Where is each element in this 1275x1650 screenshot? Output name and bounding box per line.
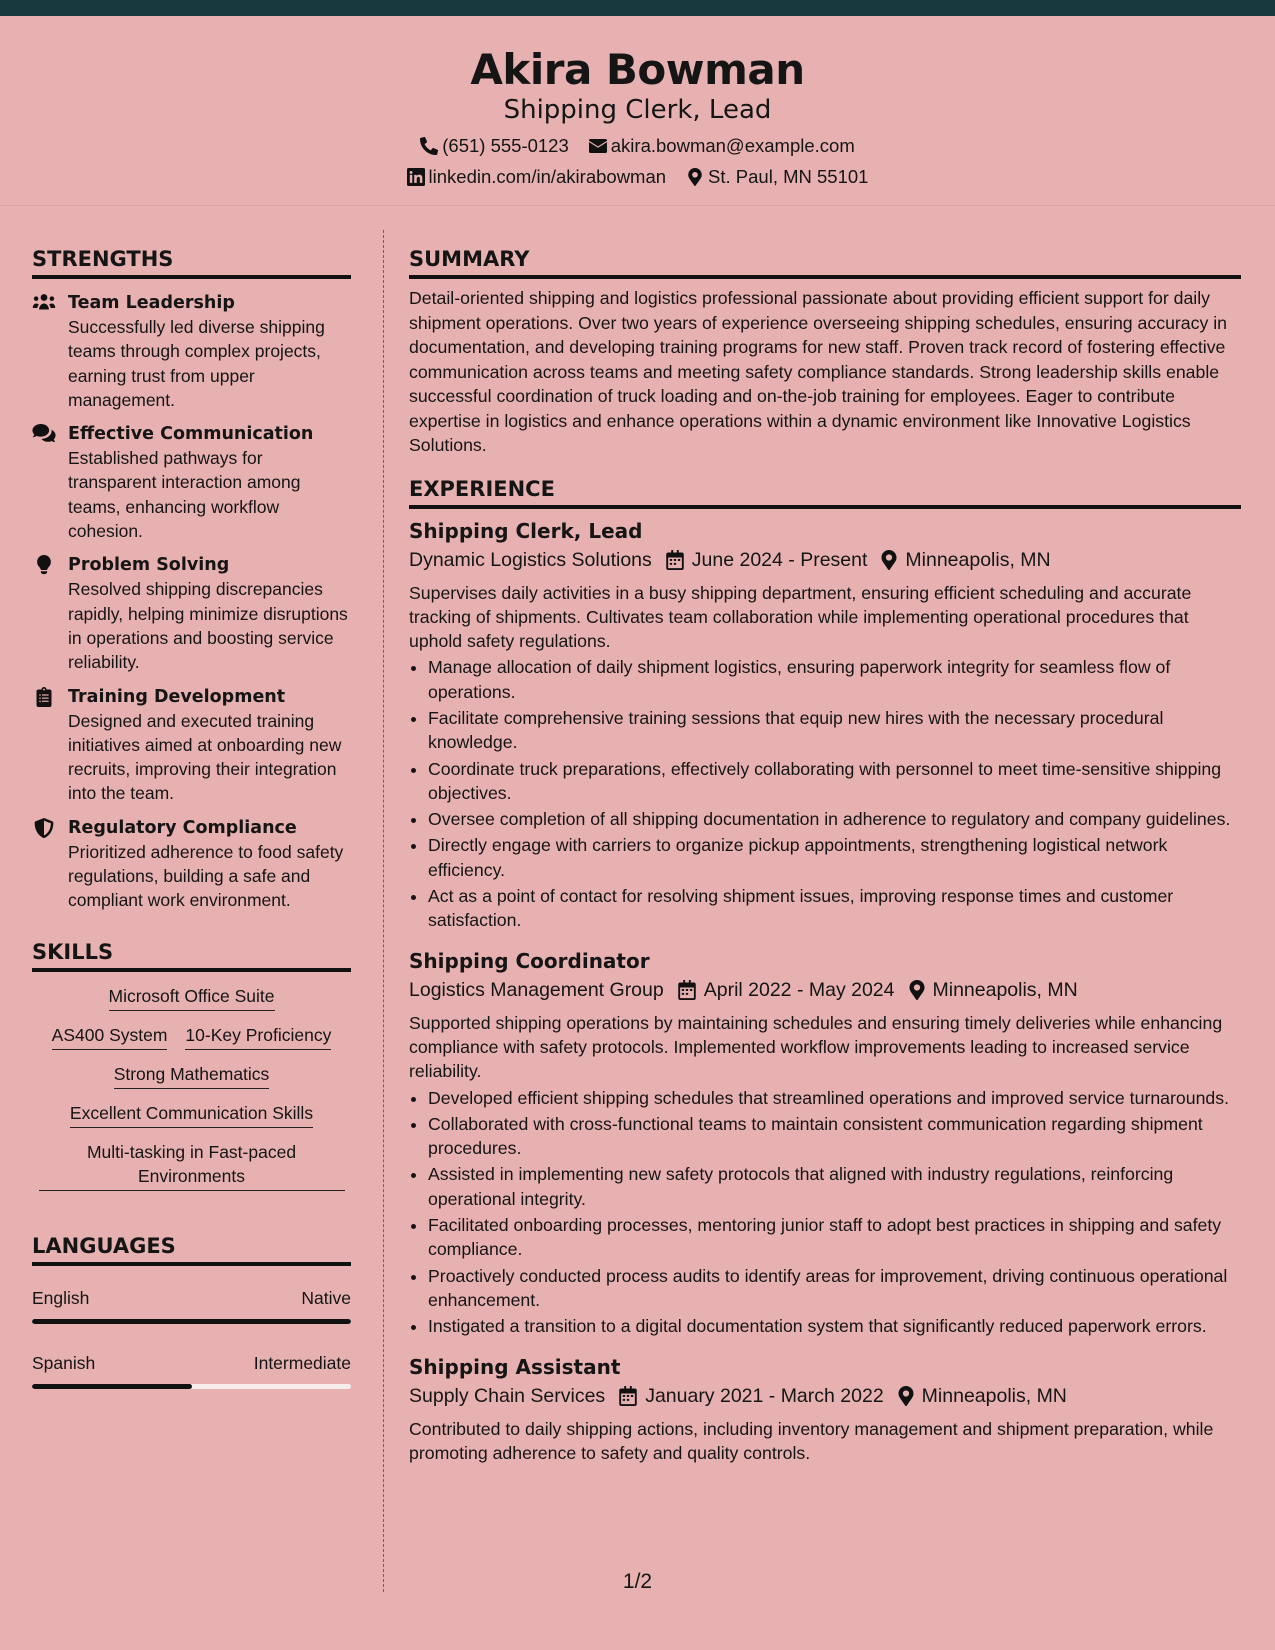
job-description: Supported shipping operations by maintaining schedules and ensuring timely deliveries while enhancing compliance with safety protocols. Implemented workflow improvements leading to increased service reliability. [409,1012,1223,1082]
linkedin-text: linkedin.com/in/akirabowman [428,166,667,187]
job-entry [409,1353,1241,1466]
column-divider [383,230,384,1592]
contact-row-1 [0,135,1275,157]
job-bullet: • Directly engage with carriers to organize pickup appointments, strengthening logistical network efficiency. [428,833,1241,882]
job-location: Minneapolis, MN [932,978,1078,1001]
strength-title: Problem Solving [68,555,230,576]
job-title: Shipping Coordinator [409,948,650,973]
language-name: English [32,1287,90,1308]
skill-tag: Strong Mathematics [114,1062,270,1089]
job-title: Shipping Clerk, Lead [409,518,643,543]
skill-tag: Multi-tasking in Fast-paced Environments [39,1140,345,1191]
clipboard-icon [32,687,56,707]
strength-desc: Successfully led diverse shipping teams through complex projects, earning trust from upper management. [68,317,325,410]
candidate-title: Shipping Clerk, Lead [503,95,772,125]
job-company: Logistics Management Group [409,978,664,1001]
job-bullet: • Facilitated onboarding processes, mentoring junior staff to adopt best practices in shipping and safety compliance. [428,1213,1241,1262]
job-meta [409,545,1241,575]
job-bullet: • Proactively conducted process audits to identify areas for improvement, driving continuous operational enhancement. [428,1264,1241,1313]
strength-desc: Resolved shipping discrepancies rapidly, helping minimize disruptions in operations and boosting service reliability. [68,579,348,673]
skills-list [32,984,351,1191]
skill-tag: Excellent Communication Skills [70,1101,313,1128]
linkedin-contact[interactable] [407,166,667,188]
users-icon [32,293,56,311]
strength-title: Regulatory Compliance [68,817,297,838]
job-bullet: • Instigated a transition to a digital documentation system that significantly reduced paperwork errors. [428,1314,1241,1338]
strength-item [32,685,351,806]
shield-icon [32,818,56,838]
strength-item [32,422,351,543]
language-level-fill [32,1384,192,1389]
email-text: akira.bowman@example.com [610,135,855,156]
language-name: Spanish [32,1352,96,1373]
calendar-icon [678,980,696,1000]
resume-header [0,16,1275,206]
phone-contact[interactable] [420,135,569,157]
strength-item [32,291,351,412]
phone-text: (651) 555-0123 [442,135,569,156]
job-meta [409,975,1241,1005]
skill-tag: 10-Key Proficiency [185,1023,331,1050]
job-entry [409,517,1241,933]
job-title: Shipping Assistant [409,1354,621,1379]
strength-desc: Prioritized adherence to food safety regulations, building a safe and compliant work environment. [68,841,344,911]
map-marker-icon [686,168,704,186]
languages-heading: LANGUAGES [32,1231,351,1266]
job-bullet: • Manage allocation of daily shipment logistics, ensuring paperwork integrity for seamless flow of operations. [428,655,1241,704]
job-bullet: • Developed efficient shipping schedules that streamlined operations and improved service turnarounds. [428,1086,1241,1110]
envelope-icon [589,137,607,155]
summary-heading: SUMMARY [409,244,1241,279]
map-marker-icon [909,980,925,1000]
job-dates: June 2024 - Present [691,548,868,571]
email-contact[interactable] [589,135,855,157]
strength-desc: Designed and executed training initiatives aimed at onboarding new recruits, improving their integration into the team. [68,710,342,804]
job-bullet: • Collaborated with cross-functional teams to maintain consistent communication regarding shipment procedures. [428,1112,1241,1161]
calendar-icon [666,550,684,570]
calendar-icon [619,1386,637,1406]
skill-tag: AS400 System [52,1023,168,1050]
job-location: Minneapolis, MN [905,548,1051,571]
left-column [32,244,351,1389]
language-level-bar [32,1384,351,1389]
comments-icon [32,424,56,442]
language-item [32,1286,351,1324]
map-marker-icon [898,1386,914,1406]
job-bullets [409,1086,1241,1339]
job-bullet: • Facilitate comprehensive training sessions that equip new hires with the necessary procedural knowledge. [428,706,1241,755]
lightbulb-icon [32,555,56,575]
job-meta [409,1381,1241,1411]
job-bullet: • Act as a point of contact for resolving shipment issues, improving response times and customer satisfaction. [428,884,1241,933]
phone-icon [420,137,438,155]
job-bullet: • Coordinate truck preparations, effectively collaborating with personnel to meet time-sensitive shipping objectives. [428,757,1241,806]
strength-title: Team Leadership [68,293,235,313]
job-description: Supervises daily activities in a busy shipping department, ensuring efficient scheduling and accurate tracking of shipments. Cultivates team collaboration while implementing operational procedures that uphold safety regulations. [409,582,1192,652]
summary-text: Detail-oriented shipping and logistics professional passionate about providing efficient support for daily shipment operations. Over two years of experience overseeing shipping schedules, ensuring accuracy in documentation, and developing training programs for new staff. Proven track record of fostering effective communication across teams and meeting safety compliance standards. Strong leadership skills enable successful coordination of truck loading and on-the-job training for employees. Eager to contribute expertise in logistics and enhance operations within a dynamic environment like Innovative Logistics Solutions. [409,288,1228,455]
job-company: Dynamic Logistics Solutions [409,548,652,571]
language-item [32,1351,351,1389]
language-level: Native [301,1287,351,1308]
skill-tag: Microsoft Office Suite [109,984,275,1011]
strength-title: Effective Communication [68,424,314,445]
job-entry [409,947,1241,1339]
strength-item [32,816,351,913]
job-company: Supply Chain Services [409,1384,606,1407]
map-marker-icon [881,550,897,570]
language-level-bar [32,1319,351,1324]
linkedin-icon [407,168,425,186]
skills-heading: SKILLS [32,937,351,972]
top-accent-bar [0,0,1275,16]
language-level-fill [32,1319,351,1324]
job-bullet: • Oversee completion of all shipping documentation in adherence to regulatory and company guidelines. [428,807,1241,831]
strength-title: Training Development [68,686,286,707]
strength-desc: Established pathways for transparent interaction among teams, enhancing workflow cohesion. [68,448,301,542]
language-level: Intermediate [253,1352,351,1373]
job-dates: January 2021 - March 2022 [645,1384,884,1407]
job-bullets [409,655,1241,932]
contact-row-2 [0,166,1275,188]
page-number: 1/2 [622,1570,653,1593]
location-contact [686,166,868,188]
strengths-heading: STRENGTHS [32,244,351,279]
job-location: Minneapolis, MN [921,1384,1067,1407]
location-text: St. Paul, MN 55101 [708,166,869,187]
job-bullet: • Assisted in implementing new safety protocols that aligned with industry regulations, reinforcing operational integrity. [428,1162,1241,1211]
job-dates: April 2022 - May 2024 [703,978,895,1001]
right-column [409,244,1241,1465]
job-description: Contributed to daily shipping actions, including inventory management and shipment preparation, while promoting adherence to safety and quality controls. [409,1418,1214,1463]
experience-heading: EXPERIENCE [409,474,1241,509]
candidate-name: Akira Bowman [470,45,805,94]
strength-item [32,553,351,674]
